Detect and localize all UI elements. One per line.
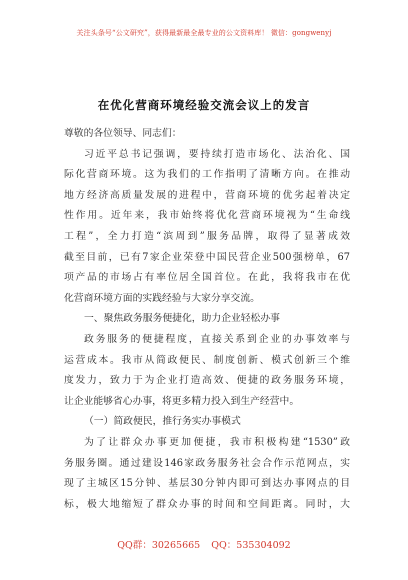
- footer-contact: [0, 537, 408, 551]
- salutation: 尊敬的各位领导、同志们：: [64, 128, 182, 139]
- header-promo-text: 关注头条号“公文研究”，获得最新最全最专业的公文资料库！ 微信：gongwenyj: [76, 29, 332, 37]
- body-line: 让企业能够省心办事，将更多精力投入到生产经营中。: [64, 395, 300, 407]
- subsection-heading: （一）简政便民，推行务实办事模式: [84, 416, 241, 428]
- body-line: 工程”，全力打造“滨周到”服务品牌，取得了显著成效: [64, 230, 350, 242]
- body-line: 性作用。近年来，我市始终将优化营商环境视为“生命线: [64, 210, 350, 222]
- page-title: 在优化营商环境经验交流会议上的发言: [97, 98, 311, 112]
- body-line: 运营成本。我市从简政便民、制度创新、模式创新三个维: [64, 354, 350, 366]
- body-line: 现了主城区15分钟、基层30分钟内即可到达办事网点的目: [64, 478, 350, 490]
- section-heading: 一、聚焦政务服务便捷化，助力企业轻松办事: [84, 313, 280, 325]
- body-line: 为了让群众办事更加便捷，我市积极构建“1530”政: [84, 436, 350, 448]
- footer-qq-group: QQ群：30265665: [117, 540, 201, 551]
- body-line: 标，极大地缩短了群众办事的时间和空间距离。同时，大: [64, 498, 350, 510]
- body-line: 务服务圈。通过建设146家政务服务社会合作示范网点，实: [64, 457, 350, 469]
- body-line: 地方经济高质量发展的进程中，营商环境的优劣起着决定: [64, 189, 350, 201]
- body-line: 截至目前，已有7家企业荣登中国民营企业500强榜单，67: [64, 251, 350, 263]
- footer-qq: QQ：535304092: [211, 540, 291, 551]
- body-line: 度发力，致力于为企业打造高效、便捷的政务服务环境，: [64, 375, 350, 387]
- body-line: 习近平总书记强调，要持续打造市场化、法治化、国: [84, 148, 350, 160]
- body-line: 政务服务的便捷程度，直接关系到企业的办事效率与: [84, 333, 350, 345]
- body-line: 际化营商环境。这为我们的工作指明了清晰方向。在推动: [64, 169, 350, 181]
- body-line: 化营商环境方面的实践经验与大家分享交流。: [64, 292, 260, 304]
- body-line: 项产品的市场占有率位居全国首位。在此，我将我市在优: [64, 272, 350, 284]
- document-body: [64, 124, 350, 515]
